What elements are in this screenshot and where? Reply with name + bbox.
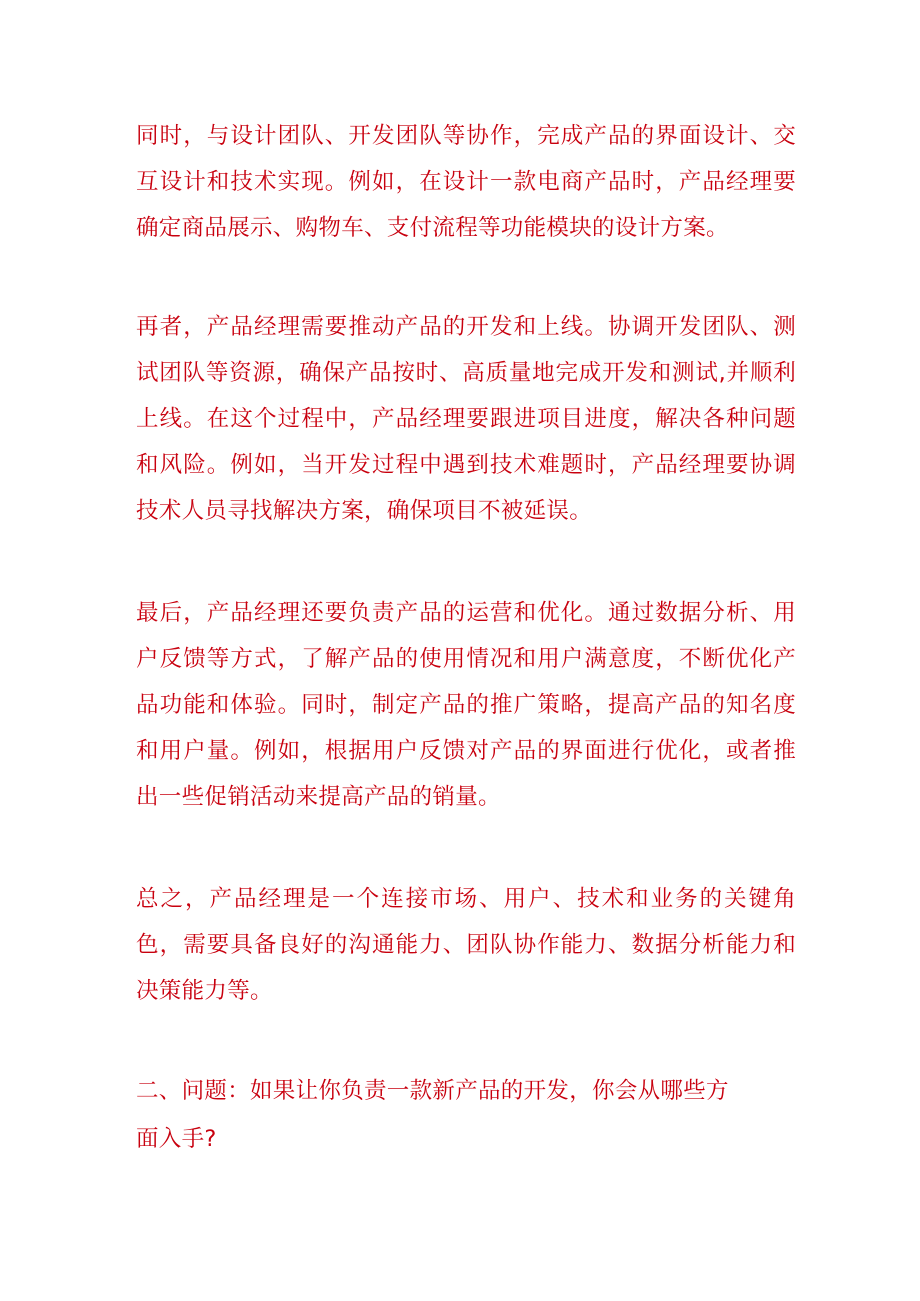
question-heading-line2: 面入手? <box>136 1126 217 1152</box>
paragraph-summary: 总之，产品经理是一个连接市场、用户、技术和业务的关键角色，需要具备良好的沟通能力、团队协作能力、数据分析能力和决策能力等。 <box>136 886 796 1004</box>
paragraph-development-launch: 再者，产品经理需要推动产品的开发和上线。协调开发团队、测试团队等资源，确保产品按时、高质量地完成开发和测试,并顺利上线。在这个过程中，产品经理要跟进项目进度，解决各种问题和风险。例如，当开发过程中遇到技术难题时，产品经理要协调技术人员寻找解决方案，确保项目不被延误。 <box>136 314 796 524</box>
question-heading-line1: 二、问题：如果让你负责一款新产品的开发，你会从哪些方 <box>136 1078 729 1104</box>
paragraph-operations-optimization: 最后，产品经理还要负责产品的运营和优化。通过数据分析、用户反馈等方式，了解产品的使用情况和用户满意度，不断优化产品功能和体验。同时，制定产品的推广策略，提高产品的知名度和用户量。例如，根据用户反馈对产品的界面进行优化，或者推出一些促销活动来提高产品的销量。 <box>136 600 796 810</box>
paragraph-collaboration: 同时，与设计团队、开发团队等协作，完成产品的界面设计、交互设计和技术实现。例如，在设计一款电商产品时，产品经理要确定商品展示、购物车、支付流程等功能模块的设计方案。 <box>136 123 796 241</box>
